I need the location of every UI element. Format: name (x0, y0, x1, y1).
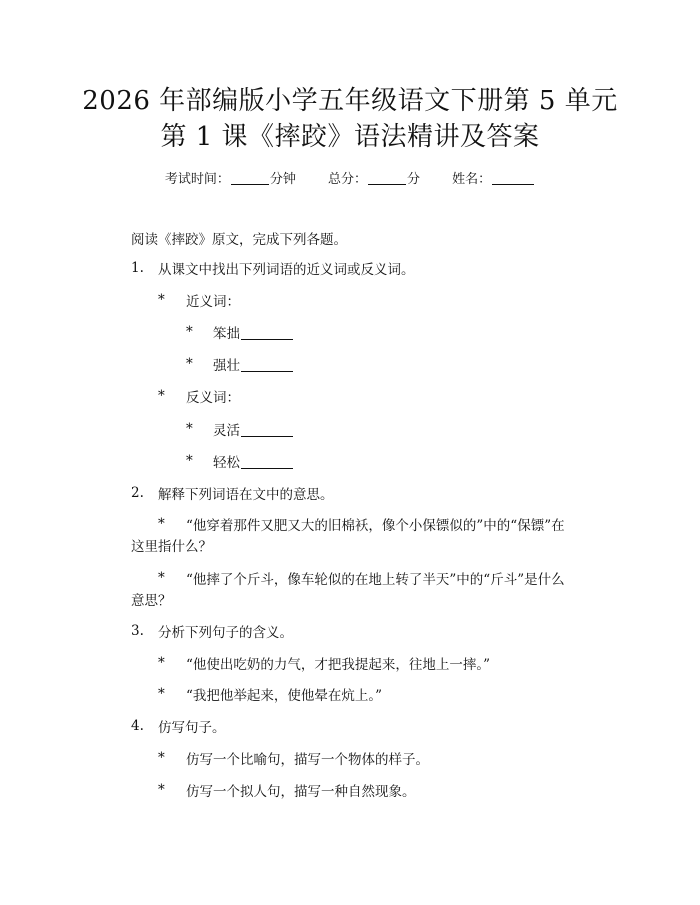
bullet: * (186, 421, 193, 437)
answer-blank (241, 326, 293, 340)
score-label: 总分： (327, 172, 367, 187)
question-number: 2. (131, 485, 144, 501)
question-text: 从课文中找出下列词语的近义词或反义词。 (158, 262, 415, 278)
title-line-2: 第 1 课《摔跤》语法精讲及答案 (160, 122, 540, 152)
intro-text: 阅读《摔跤》原文，完成下列各题。 (131, 232, 347, 248)
group-label-antonyms: 反义词： (186, 390, 240, 406)
bullet: * (158, 686, 165, 702)
sub-item: “我把他举起来，使他晕在炕上。” (186, 688, 383, 704)
word-item (213, 356, 293, 376)
sub-item-line-2: 意思？ (131, 593, 172, 609)
time-label: 考试时间： (164, 172, 230, 187)
name-field (452, 172, 535, 187)
bullet: * (186, 324, 193, 340)
name-blank (492, 172, 534, 185)
score-field (328, 172, 420, 187)
question-text: 解释下列词语在文中的意思。 (158, 487, 334, 503)
sub-item: 仿写一个拟人句，描写一种自然现象。 (186, 784, 416, 800)
name-label: 姓名： (452, 172, 492, 187)
bullet: * (186, 453, 193, 469)
sub-item-line-1: “他穿着那件又肥又大的旧棉袄，像个小保镖似的”中的“保镖”在 (186, 518, 565, 534)
question-number: 1. (131, 260, 144, 276)
answer-blank (241, 358, 293, 372)
bullet: * (158, 388, 165, 404)
sub-item: “他使出吃奶的力气，才把我提起来，往地上一摔。” (186, 657, 491, 673)
answer-blank (241, 455, 293, 469)
sub-item-line-1: “他摔了个斤斗，像车轮似的在地上转了半天”中的“斤斗”是什么 (186, 572, 565, 588)
time-unit: 分钟 (269, 172, 296, 187)
word-label: 笨拙 (213, 326, 240, 342)
sub-item-line-2: 这里指什么？ (131, 539, 212, 555)
bullet: * (158, 570, 165, 586)
bullet: * (158, 750, 165, 766)
word-item (213, 324, 293, 344)
bullet: * (158, 292, 165, 308)
question-number: 4. (131, 718, 144, 734)
time-field (165, 172, 296, 187)
bullet: * (186, 356, 193, 372)
word-item (213, 453, 293, 473)
score-blank (368, 172, 406, 185)
sub-item: 仿写一个比喻句，描写一个物体的样子。 (186, 752, 429, 768)
score-unit: 分 (407, 172, 421, 187)
bullet: * (158, 655, 165, 671)
bullet: * (158, 782, 165, 798)
question-text: 分析下列句子的含义。 (158, 625, 293, 641)
bullet: * (158, 516, 165, 532)
question-number: 3. (131, 623, 144, 639)
word-label: 强壮 (213, 358, 240, 374)
time-blank (231, 172, 269, 185)
group-label-synonyms: 近义词： (186, 294, 240, 310)
title-line-1: 2026 年部编版小学五年级语文下册第 5 单元 (82, 86, 618, 116)
answer-blank (241, 423, 293, 437)
word-item (213, 421, 293, 441)
word-label: 轻松 (213, 455, 240, 471)
exam-meta (0, 168, 700, 187)
word-label: 灵活 (213, 423, 240, 439)
question-text: 仿写句子。 (158, 720, 226, 736)
